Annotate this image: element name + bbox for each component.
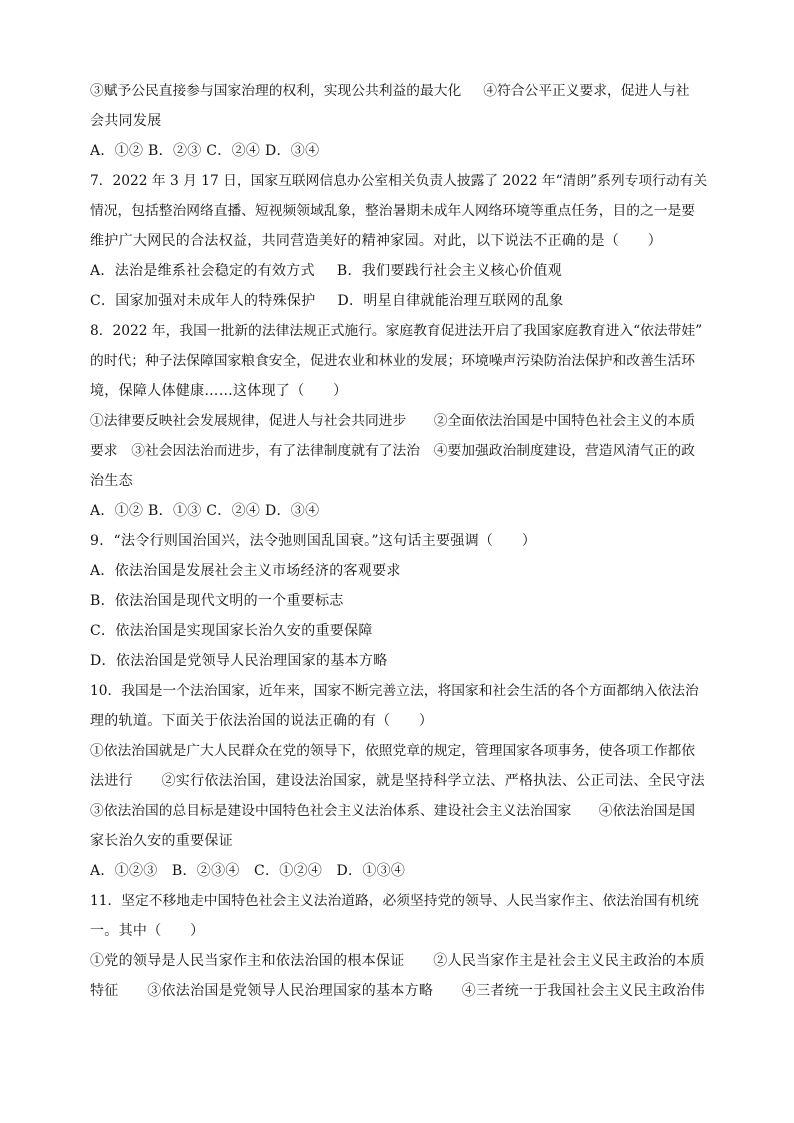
q6-option-4: ④符合公平正义要求，促进人与社	[483, 83, 690, 99]
q9-choice-d: D．依法治国是党领导人民治理国家的基本方略	[90, 653, 388, 669]
q10-options-line-4: 家长治久安的重要保证	[90, 833, 233, 849]
q10-stem-line-2: 理的轨道。下面关于依法治国的说法正确的有（ ）	[90, 713, 434, 729]
q7-choice-a: A．法治是维系社会稳定的有效方式	[90, 263, 315, 279]
q6-options-line-2: 会共同发展	[90, 113, 162, 129]
q10-choices: A．①②③ B．②③④ C．①②④ D．①③④	[90, 863, 406, 879]
q10-options-line-2: 法进行 ②实行依法治国，建设法治国家，就是坚持科学立法、严格执法、公正司法、全民守法	[90, 773, 705, 789]
q9-stem: 9．“法令行则国治国兴，法令弛则国乱国衰。”这句话主要强调（ ）	[90, 533, 537, 549]
q8-stem-line-1: 8．2022 年，我国一批新的法律法规正式施行。家庭教育促进法开启了我国家庭教育进入“依法带娃”	[90, 323, 703, 339]
q10-options-line-1: ①依法治国就是广大人民群众在党的领导下，依照党章的规定，管理国家各项事务，使各项工作都依	[90, 743, 696, 759]
q8-stem-line-3: 境，保障人体健康……这体现了（ ）	[90, 383, 348, 399]
q7-stem-line-1: 7．2022 年 3 月 17 日，国家互联网信息办公室相关负责人披露了 2022 年“清朗”系列专项行动有关	[90, 173, 708, 189]
q7-choice-d: D．明星自律就能治理互联网的乱象	[337, 293, 564, 309]
q11-options-line-1: ①党的领导是人民当家作主和依法治国的根本保证 ②人民当家作主是社会主义民主政治的本质	[90, 953, 705, 969]
q9-choice-b: B．依法治国是现代文明的一个重要标志	[90, 593, 344, 609]
q9-choice-a: A．依法治国是发展社会主义市场经济的客观要求	[90, 563, 401, 579]
document-page	[90, 76, 710, 1006]
q7-stem-line-2: 情况，包括整治网络直播、短视频领域乱象，整治暑期未成年人网络环境等重点任务，目的之一是要	[90, 203, 696, 219]
q10-options-line-3: ③依法治国的总目标是建设中国特色社会主义法治体系、建设社会主义法治国家 ④依法治国是国	[90, 803, 696, 819]
q11-stem-line-1: 11．坚定不移地走中国特色社会主义法治道路，必须坚持党的领导、人民当家作主、依法治国有机统	[90, 893, 699, 909]
q7-stem-line-3: 维护广大网民的合法权益，共同营造美好的精神家园。对此，以下说法不正确的是（ ）	[90, 233, 662, 249]
q6-choices: A．①② B．②③ C．②④ D．③④	[90, 143, 320, 159]
q11-options-line-2: 特征 ③依法治国是党领导人民治理国家的基本方略 ④三者统一于我国社会主义民主政治伟	[90, 983, 705, 999]
q11-stem-line-2: 一。其中（ ）	[90, 923, 205, 939]
q7-choices-row-1	[90, 256, 710, 286]
q8-options-line-1: ①法律要反映社会发展规律，促进人与社会共同进步 ②全面依法治国是中国特色社会主义的本质	[90, 413, 696, 429]
q7-choice-b: B．我们要践行社会主义核心价值观	[336, 263, 563, 279]
q6-options-line-1	[90, 76, 710, 106]
q10-stem-line-1: 10．我国是一个法治国家，近年来，国家不断完善立法，将国家和社会生活的各个方面都纳入依法治	[90, 683, 699, 699]
q7-choices-row-2	[90, 286, 710, 316]
q8-options-line-2: 要求 ③社会因法治而进步，有了法律制度就有了法治 ④要加强政治制度建设，营造风清气正的政	[90, 443, 696, 459]
q6-option-3: ③赋予公民直接参与国家治理的权利，实现公共利益的最大化	[90, 83, 462, 99]
q9-choice-c: C．依法治国是实现国家长治久安的重要保障	[90, 623, 373, 639]
q7-choice-c: C．国家加强对未成年人的特殊保护	[90, 293, 316, 309]
q8-choices: A．①② B．①③ C．②④ D．③④	[90, 503, 320, 519]
q8-options-line-3: 治生态	[90, 473, 133, 489]
q8-stem-line-2: 的时代；种子法保障国家粮食安全，促进农业和林业的发展；环境噪声污染防治法保护和改善生活环	[90, 353, 696, 369]
